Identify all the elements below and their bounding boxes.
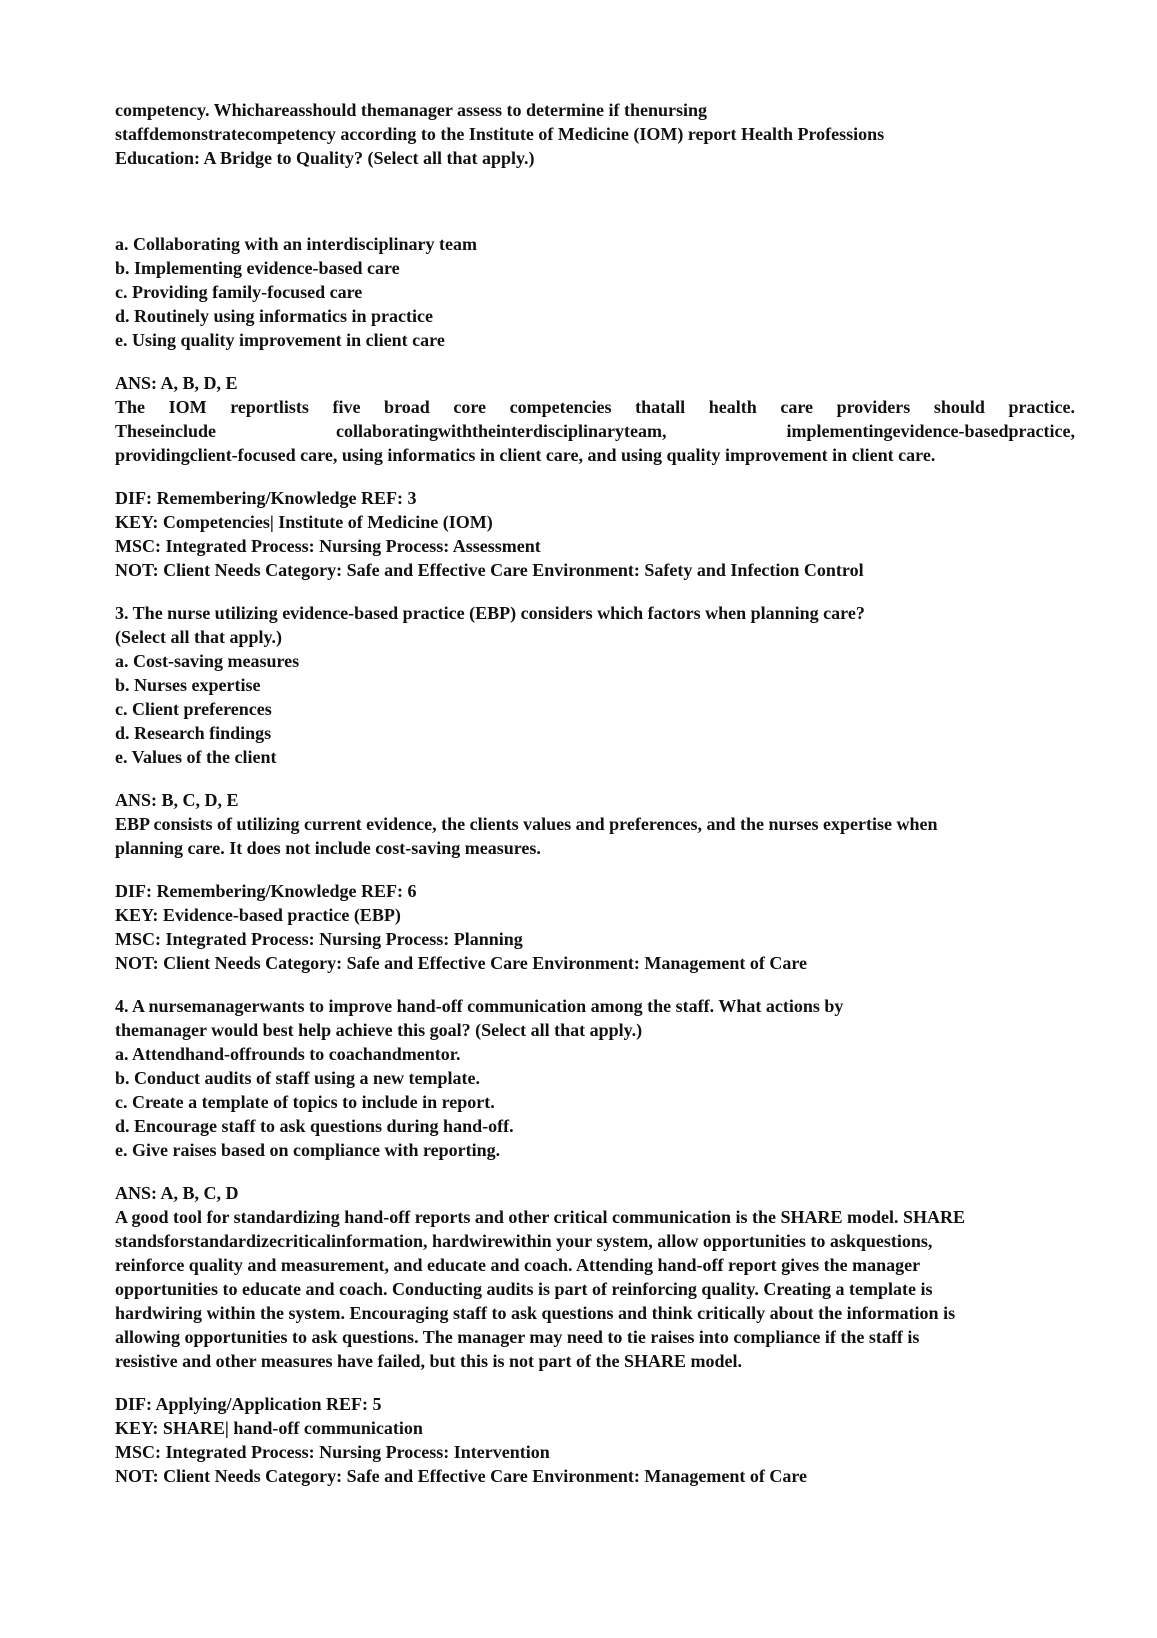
q2-not: NOT: Client Needs Category: Safe and Effective Care Environment: Safety and Infection Control xyxy=(115,560,864,580)
q4-option-e: e. Give raises based on compliance with reporting. xyxy=(115,1140,501,1160)
q4-stem-line: themanager would best help achieve this goal? (Select all that apply.) xyxy=(115,1020,643,1040)
q2-dif: DIF: Remembering/Knowledge REF: 3 xyxy=(115,488,417,508)
q4-answer xyxy=(115,1181,1075,1373)
q4-rationale-line: standsforstandardizecriticalinformation, hardwirewithin your system, allow opportunities to askquestions, xyxy=(115,1231,933,1251)
q3-ans: ANS: B, C, D, E xyxy=(115,790,239,810)
q2-option-a: a. Collaborating with an interdisciplinary team xyxy=(115,234,478,254)
document-page xyxy=(115,98,1075,1488)
q2-option-c: c. Providing family-focused care xyxy=(115,282,363,302)
q2-rationale-line: Theseinclude collaboratingwiththeinterdisciplinaryteam, implementingevidence-basedpractice, xyxy=(115,421,1075,441)
q4-option-b: b. Conduct audits of staff using a new template. xyxy=(115,1068,481,1088)
q4-stem xyxy=(115,994,1075,1042)
q4-rationale-line: hardwiring within the system. Encouraging staff to ask questions and think critically about the information is xyxy=(115,1303,956,1323)
q2-stem xyxy=(115,98,1075,170)
q2-stem-line: staffdemonstratecompetency according to the Institute of Medicine (IOM) report Health Professions xyxy=(115,124,885,144)
q4-dif: DIF: Applying/Application REF: 5 xyxy=(115,1394,382,1414)
q4-key: KEY: SHARE| hand-off communication xyxy=(115,1418,423,1438)
q3-not: NOT: Client Needs Category: Safe and Effective Care Environment: Management of Care xyxy=(115,953,808,973)
q3-option-d: d. Research findings xyxy=(115,723,272,743)
q3-msc: MSC: Integrated Process: Nursing Process: Planning xyxy=(115,929,523,949)
q3-meta xyxy=(115,879,1075,975)
q4-rationale-line: A good tool for standardizing hand-off reports and other critical communication is the SHARE model. SHARE xyxy=(115,1207,966,1227)
q2-msc: MSC: Integrated Process: Nursing Process: Assessment xyxy=(115,536,541,556)
q4-options xyxy=(115,1042,1075,1162)
q2-option-e: e. Using quality improvement in client care xyxy=(115,330,445,350)
q2-option-b: b. Implementing evidence-based care xyxy=(115,258,400,278)
q2-answer xyxy=(115,371,1075,467)
q4-rationale-line: reinforce quality and measurement, and educate and coach. Attending hand-off report gives the manager xyxy=(115,1255,921,1275)
q3-option-a: a. Cost-saving measures xyxy=(115,651,300,671)
q3-answer xyxy=(115,788,1075,860)
q3-rationale-line: planning care. It does not include cost-saving measures. xyxy=(115,838,541,858)
q4-rationale-line: resistive and other measures have failed, but this is not part of the SHARE model. xyxy=(115,1351,743,1371)
q4-ans: ANS: A, B, C, D xyxy=(115,1183,239,1203)
q2-key: KEY: Competencies| Institute of Medicine (IOM) xyxy=(115,512,493,532)
q3-stem xyxy=(115,601,1075,649)
q3-rationale-line: EBP consists of utilizing current evidence, the clients values and preferences, and the nurses expertise when xyxy=(115,814,938,834)
q2-stem-line: Education: A Bridge to Quality? (Select all that apply.) xyxy=(115,148,535,168)
q4-option-d: d. Encourage staff to ask questions during hand-off. xyxy=(115,1116,514,1136)
q2-rationale-line: The IOM reportlists five broad core competencies thatall health care providers should practice. xyxy=(115,397,1075,417)
q4-not: NOT: Client Needs Category: Safe and Effective Care Environment: Management of Care xyxy=(115,1466,808,1486)
q4-rationale-line: allowing opportunities to ask questions. The manager may need to tie raises into compliance if the staff is xyxy=(115,1327,920,1347)
q3-option-c: c. Client preferences xyxy=(115,699,272,719)
q3-key: KEY: Evidence-based practice (EBP) xyxy=(115,905,401,925)
q3-options xyxy=(115,649,1075,769)
q2-option-d: d. Routinely using informatics in practice xyxy=(115,306,433,326)
q4-stem-line: 4. A nursemanagerwants to improve hand-off communication among the staff. What actions by xyxy=(115,996,844,1016)
q2-options xyxy=(115,232,1075,352)
q4-option-c: c. Create a template of topics to include in report. xyxy=(115,1092,495,1112)
q3-dif: DIF: Remembering/Knowledge REF: 6 xyxy=(115,881,417,901)
q3-stem-line: 3. The nurse utilizing evidence-based practice (EBP) considers which factors when planning care? xyxy=(115,603,865,623)
q4-rationale-line: opportunities to educate and coach. Conducting audits is part of reinforcing quality. Creating a template is xyxy=(115,1279,933,1299)
q4-msc: MSC: Integrated Process: Nursing Process: Intervention xyxy=(115,1442,550,1462)
q4-meta xyxy=(115,1392,1075,1488)
q2-ans: ANS: A, B, D, E xyxy=(115,373,238,393)
q2-rationale-line: providingclient-focused care, using informatics in client care, and using quality improvement in client care. xyxy=(115,445,936,465)
q3-option-b: b. Nurses expertise xyxy=(115,675,261,695)
q4-option-a: a. Attendhand-offrounds to coachandmentor. xyxy=(115,1044,461,1064)
q2-stem-line: competency. Whichareasshould themanager assess to determine if thenursing xyxy=(115,100,707,120)
q3-stem-line: (Select all that apply.) xyxy=(115,627,282,647)
q2-meta xyxy=(115,486,1075,582)
q3-option-e: e. Values of the client xyxy=(115,747,277,767)
